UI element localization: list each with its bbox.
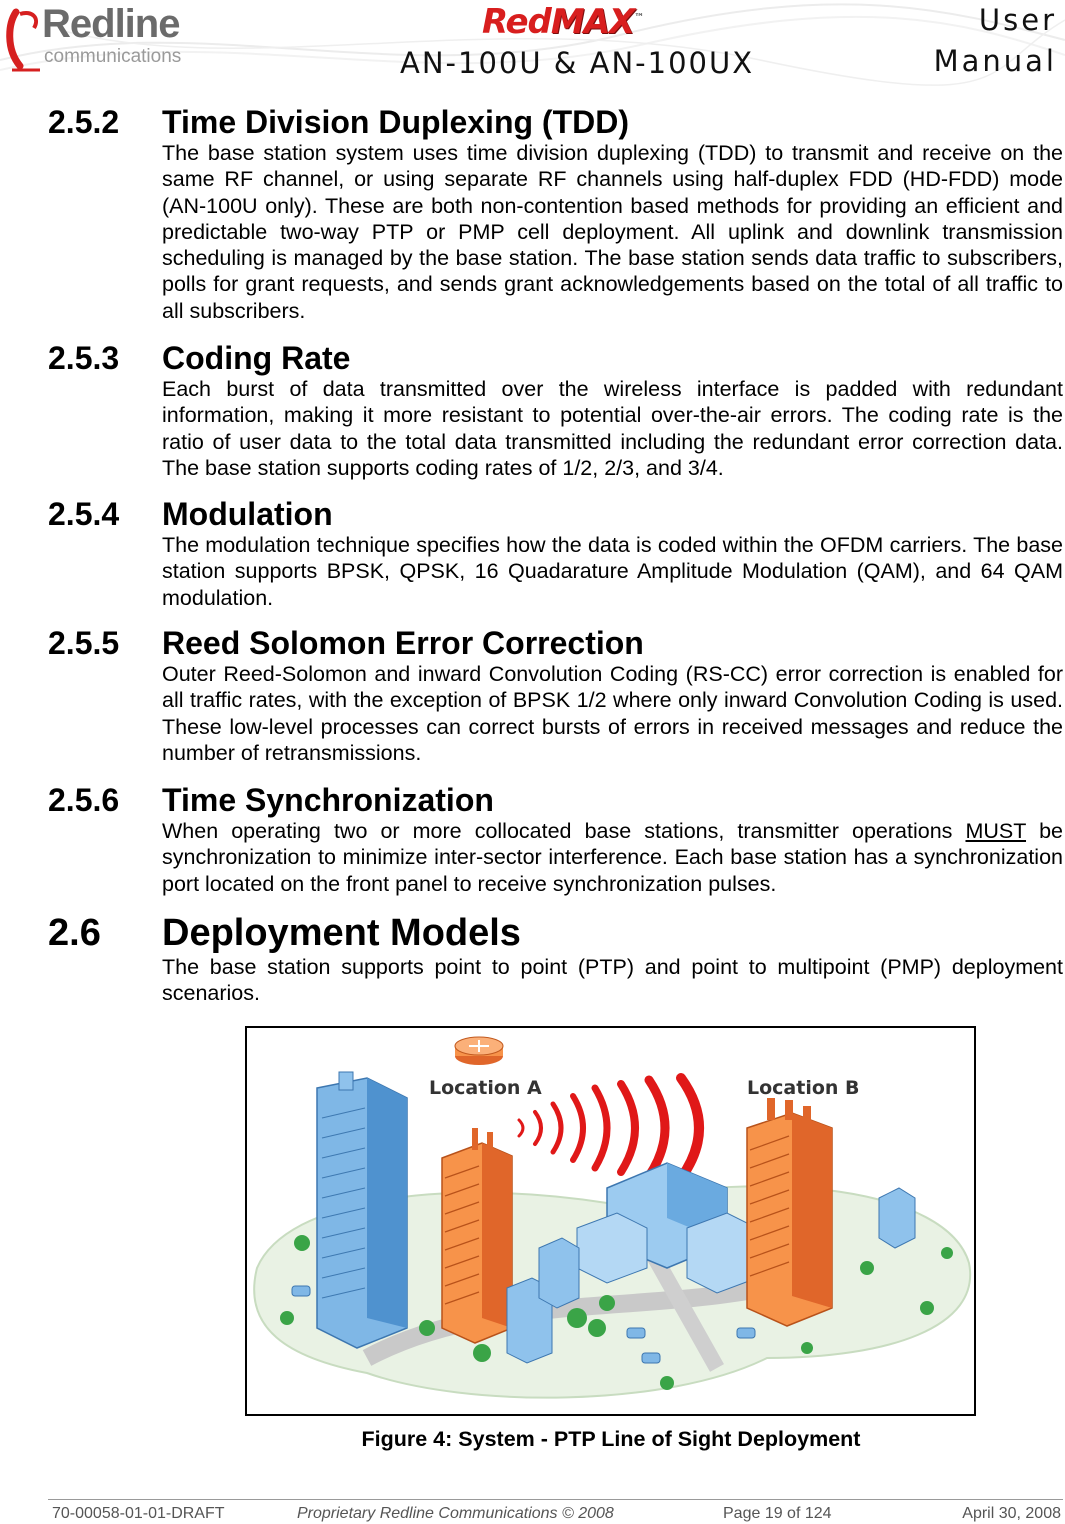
manual-label xyxy=(934,0,1057,82)
section-heading xyxy=(48,625,1063,661)
product-name: AN-100U & AN-100UX xyxy=(400,46,755,80)
section-title: Deployment Models xyxy=(162,912,521,954)
section-title: Time Synchronization xyxy=(162,782,494,818)
section-number: 2.6 xyxy=(48,912,101,954)
footer-page-number: Page 19 of 124 xyxy=(723,1505,832,1522)
section-body: The base station supports point to point (PTP) and point to multipoint (PMP) deployment scenarios. xyxy=(162,955,1063,1006)
section-body: Outer Reed-Solomon and inward Convolution Coding (RS-CC) error correction is enabled for all traffic rates, with the exception of BPSK 1/2 where only inward Convolution Coding is used. These low-level processes can correct bursts of errors in received messages and reduce the number of retransmissions. xyxy=(162,662,1063,765)
blue-skyscraper-icon xyxy=(317,1072,407,1348)
section-deployment-models xyxy=(48,912,1063,1007)
brand-red: Red xyxy=(482,2,551,42)
location-a-building-icon xyxy=(442,1128,512,1343)
location-a-label: Location A xyxy=(429,1077,542,1099)
section-number: 2.5.3 xyxy=(48,340,120,376)
section-heading xyxy=(48,340,1063,376)
section-body: The modulation technique specifies how the data is coded within the OFDM carriers. The base station supports BPSK, QPSK, 16 Quadarature Amplitude Modulation (QAM), and 64 QAM modulation. xyxy=(162,533,1063,610)
section-tdd xyxy=(48,104,1063,324)
logo-name: Redline xyxy=(42,2,180,46)
section-body xyxy=(162,818,1063,897)
section-reed-solomon xyxy=(48,625,1063,766)
location-b-building-icon xyxy=(747,1098,832,1326)
section-title: Reed Solomon Error Correction xyxy=(162,625,644,661)
redline-logo xyxy=(6,2,206,72)
manual-line-2: Manual xyxy=(933,44,1057,78)
section-title: Time Division Duplexing (TDD) xyxy=(162,104,629,140)
ptp-deployment-illustration xyxy=(247,1028,974,1414)
body-text: When operating two or more collocated base stations, transmitter operations xyxy=(162,819,966,843)
section-body: The base station system uses time division duplexing (TDD) to transmit and receive on the same RF channel, or using separate RF channels using half-duplex FDD (HD-FDD) mode (AN-100U only). These are both non-contention based methods for providing an efficient and predictable two-way PTP or PMP cell deployment. All uplink and downlink transmission scheduling is managed by the base station. The base station sends data traffic to subscribers, polls for grant requests, and sends grant acknowledgements based on the total of all traffic to all subscribers. xyxy=(162,141,1063,323)
footer-document-id: 70-00058-01-01-DRAFT xyxy=(52,1505,225,1522)
section-heading xyxy=(48,912,1063,954)
redline-swoosh-icon xyxy=(6,4,46,74)
deployment-figure xyxy=(245,1026,976,1416)
body-text: be synchronization to minimize inter-sector interference. Each base station has a synchronization port located on the front panel to receive synchronization pulses. xyxy=(162,819,1063,896)
section-number: 2.5.2 xyxy=(48,104,120,140)
section-heading xyxy=(48,782,1063,818)
section-number: 2.5.5 xyxy=(48,625,120,661)
router-icon xyxy=(455,1037,503,1065)
section-heading xyxy=(48,496,1063,532)
section-time-sync xyxy=(48,782,1063,897)
redmax-brand xyxy=(482,2,643,42)
brand-trademark: ™ xyxy=(634,12,644,24)
emphasis-must: MUST xyxy=(965,819,1027,843)
section-coding-rate xyxy=(48,340,1063,481)
wireless-signal-waves-icon xyxy=(519,1078,699,1178)
section-body: Each burst of data transmitted over the wireless interface is padded with redundant information, making it more resistant to potential over-the-air errors. The coding rate is the ratio of user data to the total data transmitted including the redundant error correction data. The base station supports coding rates of 1/2, 2/3, and 3/4. xyxy=(162,377,1063,480)
brand-max: MAX xyxy=(550,2,635,42)
manual-line-1: User xyxy=(978,3,1057,37)
footer-proprietary: Proprietary Redline Communications © 2008 xyxy=(297,1505,614,1522)
figure-caption: Figure 4: System - PTP Line of Sight Deployment xyxy=(361,1427,861,1451)
page-header xyxy=(0,0,1065,92)
logo-subtitle: communications xyxy=(44,46,182,67)
section-heading xyxy=(48,104,1063,140)
section-number: 2.5.4 xyxy=(48,496,120,532)
footer-divider xyxy=(48,1499,1063,1500)
location-b-label: Location B xyxy=(747,1077,860,1099)
section-title: Coding Rate xyxy=(162,340,351,376)
section-modulation xyxy=(48,496,1063,611)
footer-date: April 30, 2008 xyxy=(962,1505,1061,1522)
section-title: Modulation xyxy=(162,496,333,532)
section-number: 2.5.6 xyxy=(48,782,120,818)
